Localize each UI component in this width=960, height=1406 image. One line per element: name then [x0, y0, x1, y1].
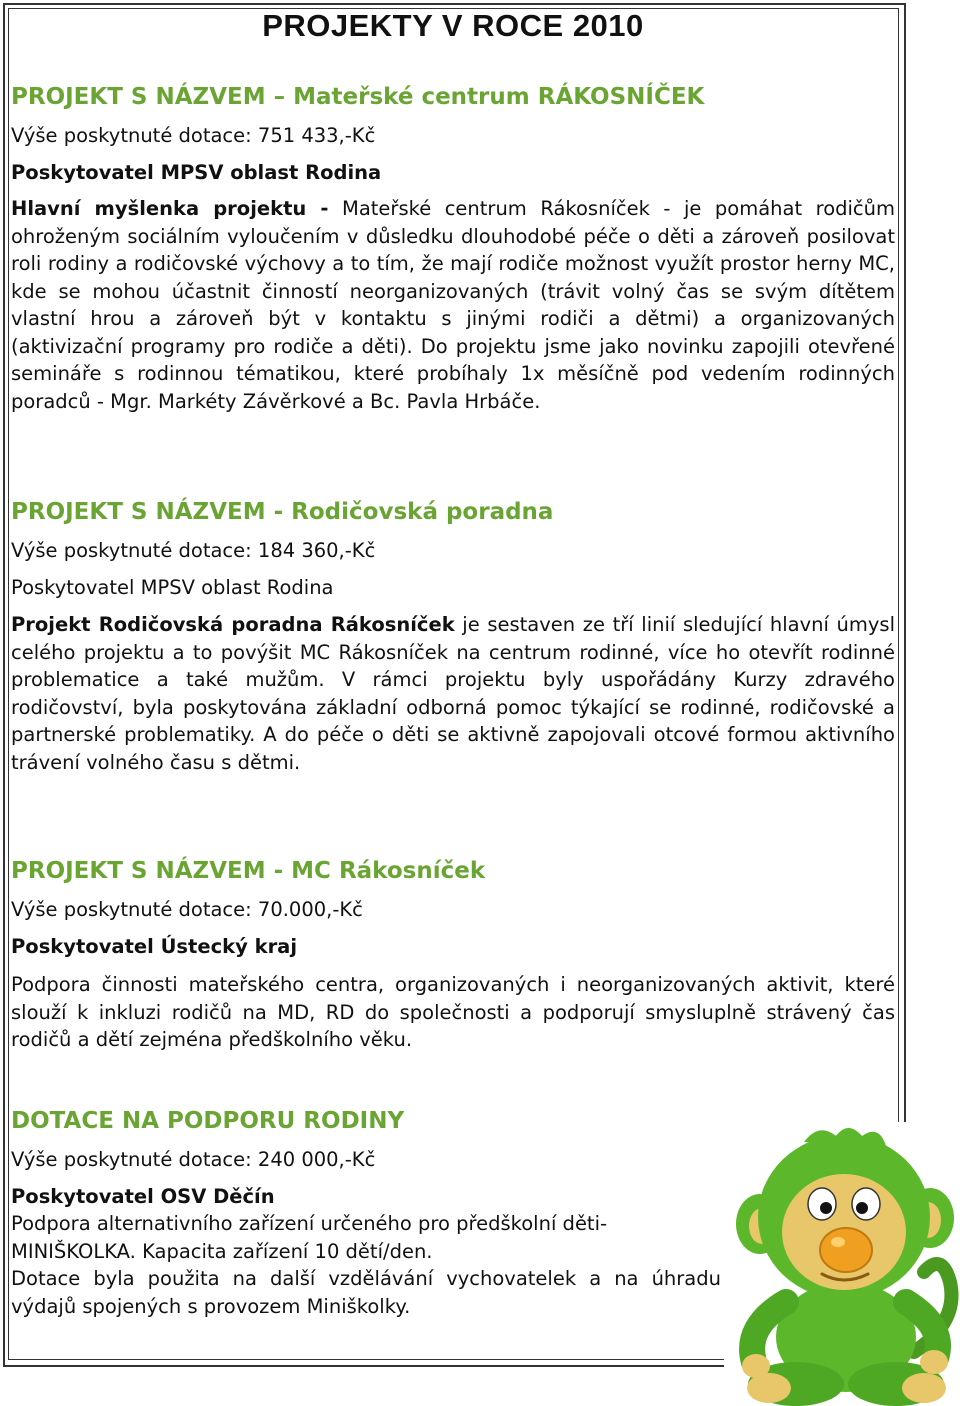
project-section-2 — [11, 497, 895, 776]
project-heading: PROJEKT S NÁZVEM - MC Rákosníček — [11, 858, 486, 884]
grant-amount: Výše poskytnuté dotace: 751 433,-Kč — [11, 124, 376, 147]
grant-amount: Výše poskytnuté dotace: 240 000,-Kč — [11, 1148, 376, 1171]
description-line: MINIŠKOLKA. Kapacita zařízení 10 dětí/den. — [11, 1239, 433, 1263]
project-section-1 — [11, 82, 895, 415]
description-line: Podpora alternativního zařízení určeného pro předškolní děti- — [11, 1212, 608, 1235]
project-description — [11, 195, 895, 415]
description-text: Mateřské centrum Rákosníček - je pomáhat rodičům ohroženým sociálním vyloučením v důsledku dlouhodobé péče o děti a zároveň posilovat roli rodiny a rodičovské výchovy a to tím, že mají rodiče možnost využít prostor herny MC, kde se mohou účastnit činností neorganizovaných (trávit volný čas se svým dítětem vlastní hrou a zároveň být v kontaktu s jinými rodiči a dětmi) a organizovaných (aktivizační programy pro rodiče a děti). Do projektu jsme jako novinku zapojili otevřené semináře s rodinnou tématikou, které probíhaly 1x měsíčně pod vedením rodinných poradců - Mgr. Markéty Závěrkové a Bc. Pavla Hrbáče. — [11, 197, 896, 413]
grant-amount: Výše poskytnuté dotace: 70.000,-Kč — [11, 898, 363, 921]
grant-provider: Poskytovatel MPSV oblast Rodina — [11, 161, 382, 184]
project-description: Podpora činnosti mateřského centra, organizovaných i neorganizovaných aktivit, které slouží k inkluzi rodičů na MD, RD do společnosti a podporují smysluplně strávený čas rodičů a dětí zejména předškolního věku. — [11, 973, 895, 1051]
description-line: Dotace byla použita na další vzdělávání vychovatelek a na úhradu výdajů spojených s provozem Miniškolky. — [11, 1267, 721, 1318]
description-text: je sestaven ze tří linií sledující hlavní úmysl celého projektu a to povýšit MC Rákosníček na centrum rodinné, více ho otevřít rodinné problematice a také mužům. V rámci projektu byly uspořádány Kurzy zdravého rodičovství, byla poskytována základní odborná pomoc týkající se rodinné, rodičovské a partnerské problematiky. A do péče o děti se aktivně zapojovali otcové formou aktivního trávení volného času s dětmi. — [11, 613, 895, 774]
grant-provider: Poskytovatel OSV Děčín — [11, 1185, 275, 1208]
project-section-3 — [11, 856, 895, 1054]
project-heading: PROJEKT S NÁZVEM – Mateřské centrum RÁKOSNÍČEK — [11, 84, 705, 110]
project-heading: DOTACE NA PODPORU RODINY — [11, 1108, 405, 1134]
project-heading: PROJEKT S NÁZVEM - Rodičovská poradna — [11, 499, 554, 525]
description-lead: Hlavní myšlenka projektu - — [11, 197, 329, 220]
description-lead: Projekt Rodičovská poradna Rákosníček — [11, 613, 455, 636]
grant-amount: Výše poskytnuté dotace: 184 360,-Kč — [11, 539, 376, 562]
page-title: PROJEKTY V ROCE 2010 — [262, 8, 644, 43]
grant-provider: Poskytovatel Ústecký kraj — [11, 935, 298, 958]
monkey-mascot-image — [724, 1122, 960, 1406]
project-description — [11, 611, 895, 776]
grant-provider: Poskytovatel MPSV oblast Rodina — [11, 576, 334, 599]
